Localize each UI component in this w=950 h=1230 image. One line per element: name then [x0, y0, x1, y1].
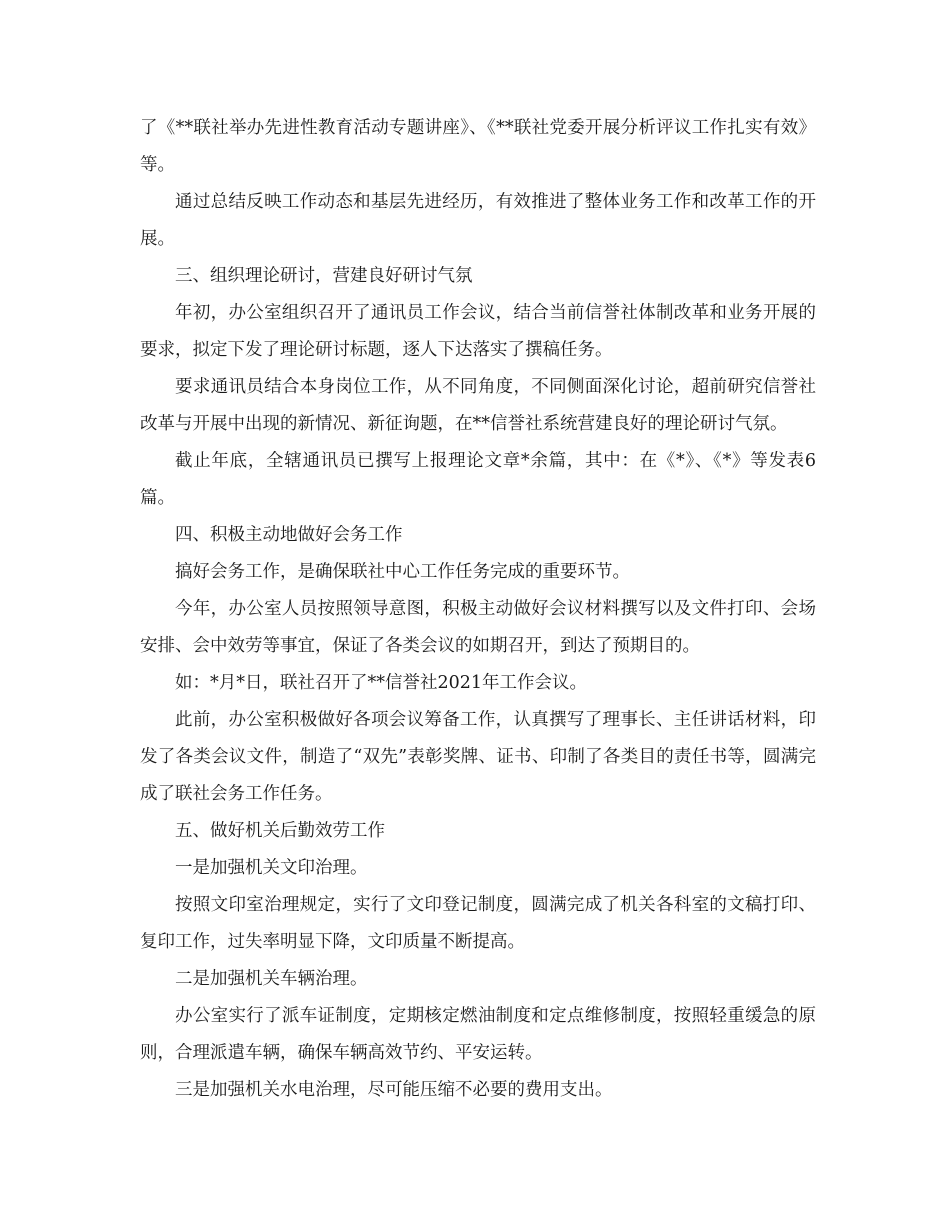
paragraph: 如：*月*日，联社召开了**信誉社2021年工作会议。 [175, 673, 588, 693]
paragraph: 要求通讯员结合本身岗位工作，从不同角度，不同侧面深化讨论，超前研究信誉社改革与开展中出现的新情况、新征询题，在**信誉社系统营建良好的理论研讨气氛。 [140, 377, 816, 434]
paragraph: 年初，办公室组织召开了通讯员工作会议，结合当前信誉社体制改革和业务开展的要求，拟定下发了理论研讨标题，逐人下达落实了撰稿任务。 [140, 303, 816, 360]
paragraph: 按照文印室治理规定，实行了文印登记制度，圆满完成了机关各科室的文稿打印、复印工作，过失率明显下降，文印质量不断提高。 [140, 895, 816, 952]
document-body [140, 110, 816, 1109]
paragraph: 办公室实行了派车证制度，定期核定燃油制度和定点维修制度，按照轻重缓急的原则，合理派遣车辆，确保车辆高效节约、平安运转。 [140, 1006, 816, 1063]
paragraph: 通过总结反映工作动态和基层先进经历，有效推进了整体业务工作和改革工作的开展。 [140, 192, 816, 249]
paragraph: 了《**联社举办先进性教育活动专题讲座》、《**联社党委开展分析评议工作扎实有效》等。 [140, 118, 816, 175]
paragraph: 截止年底，全辖通讯员已撰写上报理论文章*余篇，其中：在《*》、《*》等发表6篇。 [140, 451, 816, 508]
paragraph: 二是加强机关车辆治理。 [175, 969, 368, 989]
section-heading: 四、积极主动地做好会务工作 [175, 525, 403, 545]
section-heading: 三、组织理论研讨，营建良好研讨气氛 [175, 266, 473, 286]
paragraph: 搞好会务工作，是确保联社中心工作任务完成的重要环节。 [175, 562, 630, 582]
paragraph: 今年，办公室人员按照领导意图，积极主动做好会议材料撰写以及文件打印、会场安排、会中效劳等事宜，保证了各类会议的如期召开，到达了预期目的。 [140, 599, 816, 656]
section-heading: 五、做好机关后勤效劳工作 [175, 821, 385, 841]
paragraph: 此前，办公室积极做好各项会议筹备工作，认真撰写了理事长、主任讲话材料，印发了各类会议文件，制造了“双先”表彰奖牌、证书、印制了各类目的责任书等，圆满完成了联社会务工作任务。 [140, 710, 816, 804]
paragraph: 三是加强机关水电治理，尽可能压缩不必要的费用支出。 [175, 1080, 613, 1100]
paragraph: 一是加强机关文印治理。 [175, 858, 368, 878]
